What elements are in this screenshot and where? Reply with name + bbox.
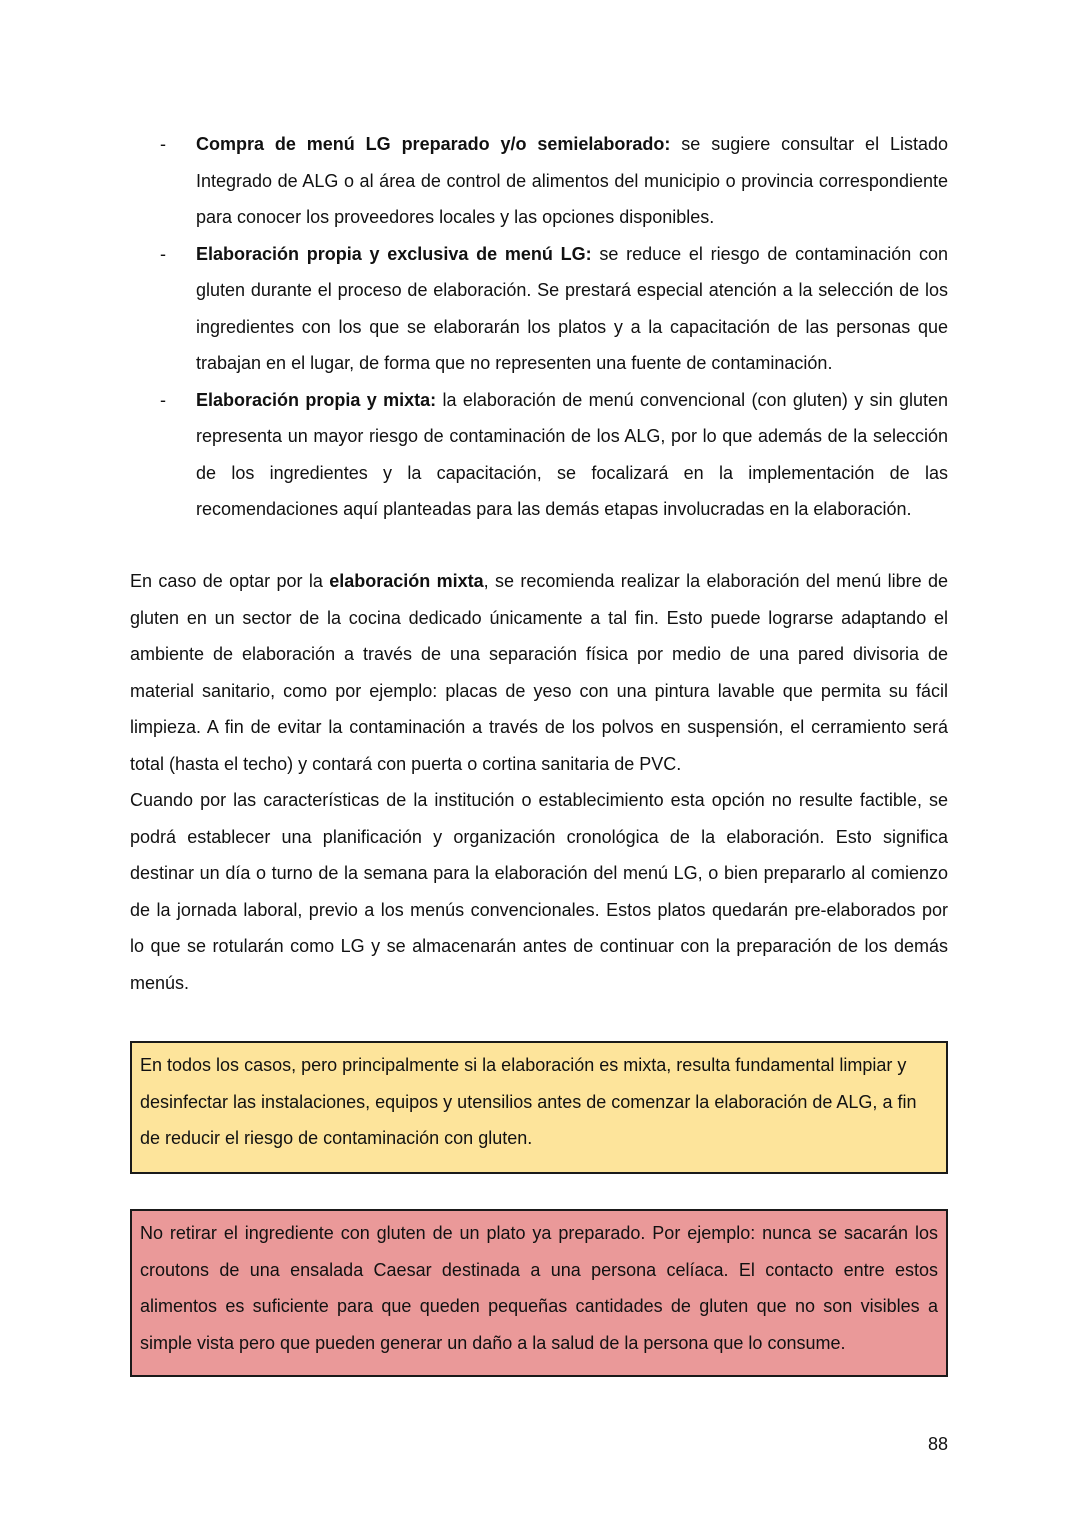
bullet-heading: Elaboración propia y exclusiva de menú LG: [196,243,592,264]
bullet-marker: - [160,134,166,154]
bullet-body: se sugiere consultar el Listado Integrado de ALG o al área de control de alimentos del municipio o provincia correspondiente para conocer los proveedores locales y las opciones disponibles. [196,134,948,227]
bullet-text [196,126,948,236]
paragraph-text: , se recomienda realizar la elaboración del menú libre de gluten en un sector de la cocina dedicado únicamente a tal fin. Esto puede lograrse adaptando el ambiente de elaboración a través de una separación física por medio de una pared divisoria de material sanitario, como por ejemplo: placas de yeso con una pintura lavable que permita su fácil limpieza. A fin de evitar la contaminación a través de los polvos en suspensión, el cerramiento será total (hasta el techo) y contará con puerta o cortina sanitaria de PVC. [130,571,949,774]
paragraph-chronological: Cuando por las características de la institución o establecimiento esta opción no resulte factible, se podrá establecer una planificación y organización cronológica de la elaboración. Esto significa destinar un día o turno de la semana para la elaboración del menú LG, o bien prepararlo al comienzo de la jornada laboral, previo a los menús convencionales. Estos platos quedarán pre-elaborados por lo que se rotularán como LG y se almacenarán antes de continuar con la preparación de los demás menús. [130,790,948,993]
callout-box-warning: No retirar el ingrediente con gluten de un plato ya preparado. Por ejemplo: nunca se sacarán los croutons de una ensalada Caesar destinada a una persona celíaca. El contacto entre estos alimentos es suficiente para que queden pequeñas cantidades de gluten que no son visibles a simple vista pero que pueden generar un daño a la salud de la persona que lo consume. [130,1209,948,1377]
bullet-body: se reduce el riesgo de contaminación con gluten durante el proceso de elaboración. Se prestará especial atención a la selección de los ingredientes con los que se elaborarán los platos y a la capacitación de las personas que trabajan en el lugar, de forma que no representen una fuente de contaminación. [196,243,949,373]
paragraph-text: En caso de optar por la [130,571,330,591]
bullet-item [160,126,948,236]
bullet-list [160,126,948,528]
bullet-heading: Elaboración propia y mixta: [196,389,437,410]
page-number: 88 [927,1434,948,1454]
bullet-text [196,382,948,528]
bullet-item [160,382,948,528]
bullet-marker: - [160,243,166,264]
paragraph-mixed-elaboration [130,563,948,782]
bullet-body: la elaboración de menú convencional (con gluten) y sin gluten representa un mayor riesgo de contaminación de los ALG, por lo que además de la selección de los ingredientes y la capacitación, se focalizará en la implementación de las recomendaciones aquí planteadas para las demás etapas involucradas en la elaboración. [196,389,948,519]
bullet-marker: - [160,389,166,410]
bullet-item [160,236,948,382]
callout-box-cleaning: En todos los casos, pero principalmente si la elaboración es mixta, resulta fundamental limpiar y desinfectar las instalaciones, equipos y utensilios antes de comenzar la elaboración de ALG, a fin de reducir el riesgo de contaminación con gluten. [130,1041,948,1174]
bullet-text [196,236,948,382]
bullet-heading: Compra de menú LG preparado y/o semielaborado: [196,134,671,154]
paragraph-bold: elaboración mixta [329,571,484,591]
